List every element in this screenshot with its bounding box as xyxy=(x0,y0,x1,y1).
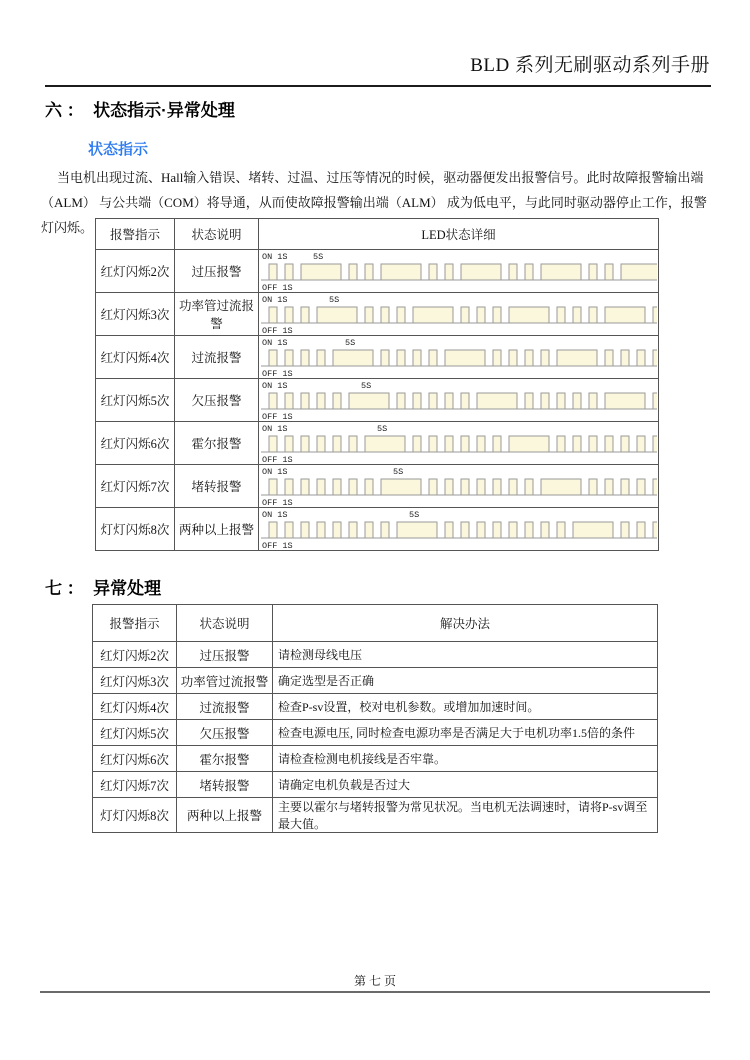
status-description: 堵转报警 xyxy=(175,465,259,508)
alarm-indicator: 红灯闪烁7次 xyxy=(93,772,177,798)
status-table-header-row xyxy=(96,219,659,250)
led-blink-waveform xyxy=(259,379,657,421)
paragraph-line-1: 当电机出现过流、Hall输入错误、堵转、过温、过压等情况的时候，驱动器便发出报警信号。此时故障报警输出端 xyxy=(57,170,704,185)
alarm-indicator: 红灯闪烁5次 xyxy=(93,720,177,746)
led-blink-waveform xyxy=(259,293,657,335)
alarm-indicator: 灯灯闪烁8次 xyxy=(96,508,175,551)
waveform-off-label: OFF 1S xyxy=(262,283,293,292)
waveform-off-label: OFF 1S xyxy=(262,369,293,378)
alarm-indicator: 红灯闪烁4次 xyxy=(96,336,175,379)
alarm-indicator: 红灯闪烁6次 xyxy=(93,746,177,772)
waveform-on-label: ON 1S xyxy=(262,510,288,520)
waveform-plateau-label: 5S xyxy=(409,510,420,520)
alarm-indicator: 红灯闪烁2次 xyxy=(96,250,175,293)
led-detail-cell xyxy=(259,422,659,465)
solutions-table-header-row xyxy=(93,605,658,642)
solution-text: 检查电源电压, 同时检查电源功率是否满足大于电机功率1.5倍的条件 xyxy=(273,720,658,746)
table-row xyxy=(93,642,658,668)
status-description: 堵转报警 xyxy=(177,772,273,798)
table-row xyxy=(96,250,659,293)
document-title: BLD 系列无刷驱动系列手册 xyxy=(470,55,710,76)
status-description: 功率管过流报警 xyxy=(175,293,259,336)
waveform-plateau-label: 5S xyxy=(361,381,372,391)
alarm-indicator: 红灯闪烁5次 xyxy=(96,379,175,422)
solution-text: 请检查检测电机接线是否牢靠。 xyxy=(273,746,658,772)
status-indication-subheading: 状态指示 xyxy=(88,141,149,158)
waveform-off-label: OFF 1S xyxy=(262,326,293,335)
waveform-on-label: ON 1S xyxy=(262,424,288,434)
table-row xyxy=(93,772,658,798)
footer-rule xyxy=(40,991,710,993)
status-description: 两种以上报警 xyxy=(177,798,273,833)
waveform-on-label: ON 1S xyxy=(262,467,288,477)
table-row xyxy=(93,694,658,720)
status-table xyxy=(95,218,659,551)
waveform-off-label: OFF 1S xyxy=(262,412,293,421)
section-7-heading: 七 ： 异常处理 xyxy=(45,579,162,598)
waveform-off-label: OFF 1S xyxy=(262,498,293,507)
led-blink-waveform xyxy=(259,250,657,292)
waveform-plateau-label: 5S xyxy=(393,467,404,477)
status-description: 霍尔报警 xyxy=(175,422,259,465)
page-number: 第 七 页 xyxy=(353,974,396,988)
solution-text: 请确定电机负载是否过大 xyxy=(273,772,658,798)
alarm-indicator: 红灯闪烁7次 xyxy=(96,465,175,508)
status-description: 过流报警 xyxy=(177,694,273,720)
table-row xyxy=(96,422,659,465)
led-blink-waveform xyxy=(259,465,657,507)
status-description: 功率管过流报警 xyxy=(177,668,273,694)
table-row xyxy=(96,336,659,379)
table-row xyxy=(96,508,659,551)
led-detail-cell xyxy=(259,336,659,379)
waveform-plateau-label: 5S xyxy=(313,252,324,262)
led-detail-cell xyxy=(259,293,659,336)
alarm-indicator: 红灯闪烁6次 xyxy=(96,422,175,465)
waveform-plateau-label: 5S xyxy=(377,424,388,434)
solutions-table-header-2: 解决办法 xyxy=(273,605,658,642)
waveform-on-label: ON 1S xyxy=(262,381,288,391)
paragraph-line-2: （ALM） 与公共端（COM）将导通，从而使故障报警输出端（ALM） 成为低电平，与此同时驱动器停止工作，报警灯闪烁。 xyxy=(41,195,707,235)
status-description: 过压报警 xyxy=(175,250,259,293)
solution-text: 主要以霍尔与堵转报警为常见状况。当电机无法调速时，请将P-sv调至最大值。 xyxy=(273,798,658,833)
waveform-plateau-label: 5S xyxy=(329,295,340,305)
solution-text: 确定选型是否正确 xyxy=(273,668,658,694)
alarm-indicator: 灯灯闪烁8次 xyxy=(93,798,177,833)
status-table-header-1: 状态说明 xyxy=(175,219,259,250)
header-rule xyxy=(45,85,711,87)
waveform-on-label: ON 1S xyxy=(262,295,288,305)
led-detail-cell xyxy=(259,250,659,293)
table-row xyxy=(96,465,659,508)
waveform-off-label: OFF 1S xyxy=(262,455,293,464)
waveform-on-label: ON 1S xyxy=(262,252,288,262)
table-row xyxy=(96,379,659,422)
status-description: 过压报警 xyxy=(177,642,273,668)
solutions-table-header-0: 报警指示 xyxy=(93,605,177,642)
table-row xyxy=(96,293,659,336)
solutions-table-header-1: 状态说明 xyxy=(177,605,273,642)
waveform-off-label: OFF 1S xyxy=(262,541,293,550)
alarm-indicator: 红灯闪烁2次 xyxy=(93,642,177,668)
led-detail-cell xyxy=(259,379,659,422)
solution-text: 请检测母线电压 xyxy=(273,642,658,668)
solutions-table xyxy=(92,604,658,833)
alarm-indicator: 红灯闪烁3次 xyxy=(96,293,175,336)
led-detail-cell xyxy=(259,508,659,551)
status-description: 欠压报警 xyxy=(177,720,273,746)
status-table-header-0: 报警指示 xyxy=(96,219,175,250)
led-blink-waveform xyxy=(259,508,657,550)
table-row xyxy=(93,746,658,772)
status-description: 过流报警 xyxy=(175,336,259,379)
table-row xyxy=(93,668,658,694)
led-detail-cell xyxy=(259,465,659,508)
alarm-indicator: 红灯闪烁4次 xyxy=(93,694,177,720)
waveform-plateau-label: 5S xyxy=(345,338,356,348)
status-description: 霍尔报警 xyxy=(177,746,273,772)
status-table-header-2: LED状态详细 xyxy=(259,219,659,250)
table-row xyxy=(93,720,658,746)
alarm-indicator: 红灯闪烁3次 xyxy=(93,668,177,694)
table-row xyxy=(93,798,658,833)
led-blink-waveform xyxy=(259,336,657,378)
status-description: 两种以上报警 xyxy=(175,508,259,551)
section-6-heading: 六 ： 状态指示·异常处理 xyxy=(45,101,235,120)
waveform-on-label: ON 1S xyxy=(262,338,288,348)
led-blink-waveform xyxy=(259,422,657,464)
solution-text: 检查P-sv设置，校对电机参数。或增加加速时间。 xyxy=(273,694,658,720)
status-description: 欠压报警 xyxy=(175,379,259,422)
